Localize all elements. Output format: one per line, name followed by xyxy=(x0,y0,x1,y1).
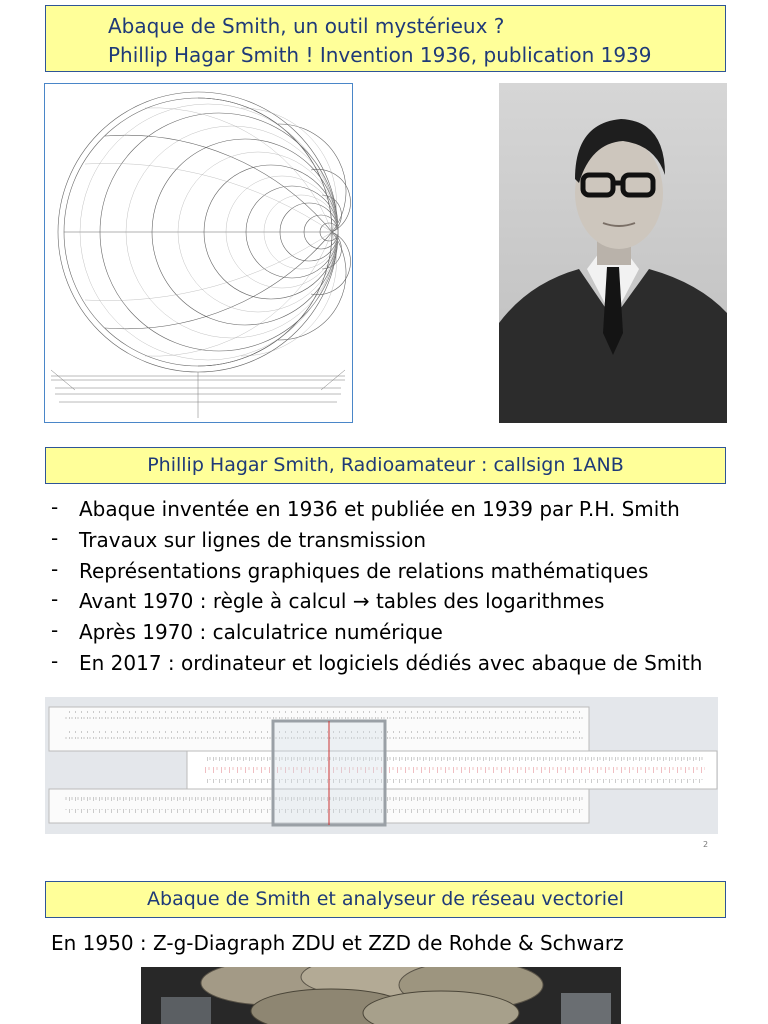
title-banner xyxy=(45,5,726,72)
list-item: - Après 1970 : calculatrice numérique xyxy=(48,617,702,648)
list-item: - Abaque inventée en 1936 et publiée en 1939 par P.H. Smith xyxy=(48,494,702,525)
title-line-2: Phillip Hagar Smith ! Invention 1936, publication 1939 xyxy=(108,43,652,67)
portrait-photo xyxy=(499,83,727,423)
smith-chart-image xyxy=(44,83,353,423)
slide-rule-photo xyxy=(45,697,718,834)
section-title: Phillip Hagar Smith, Radioamateur : callsign 1ANB xyxy=(147,454,624,476)
zg-diagraph-drawing xyxy=(141,967,621,1024)
list-item: - Travaux sur lignes de transmission xyxy=(48,525,702,556)
slide-rule-drawing xyxy=(45,697,718,834)
list-item: - Représentations graphiques de relations mathématiques xyxy=(48,556,702,587)
section-title: Abaque de Smith et analyseur de réseau vectoriel xyxy=(147,888,624,910)
bullet-list xyxy=(48,494,702,679)
list-item: - En 2017 : ordinateur et logiciels dédiés avec abaque de Smith xyxy=(48,648,702,679)
portrait-drawing xyxy=(499,83,727,423)
zg-diagraph-photo xyxy=(141,967,621,1024)
list-item: - Avant 1970 : règle à calcul → tables des logarithmes xyxy=(48,586,702,617)
section-banner-vna xyxy=(45,881,726,918)
section-banner-radioamateur xyxy=(45,447,726,484)
intro-text: En 1950 : Z-g-Diagraph ZDU et ZZD de Rohde & Schwarz xyxy=(51,931,624,955)
page-number: 2 xyxy=(703,840,709,849)
smith-chart-drawing xyxy=(45,84,352,422)
title-line-1: Abaque de Smith, un outil mystérieux ? xyxy=(108,14,505,38)
